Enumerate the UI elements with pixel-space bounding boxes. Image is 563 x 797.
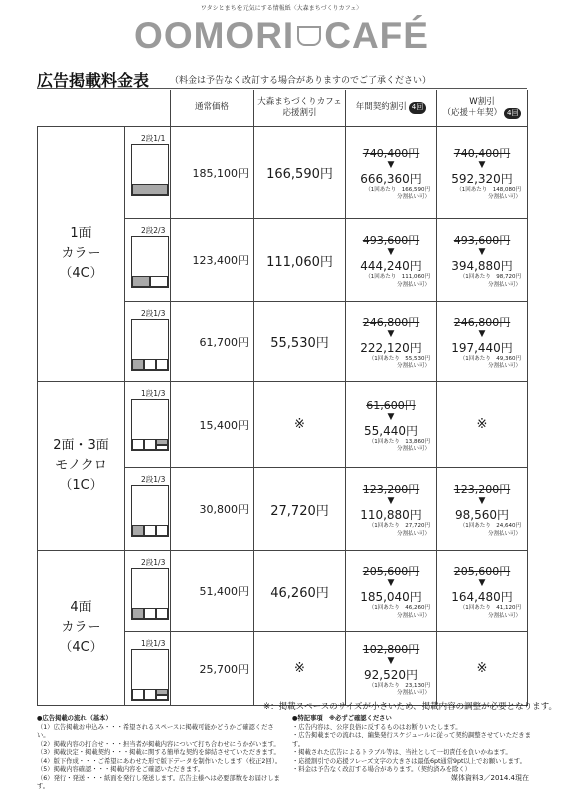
installment-note: 分割払い可） xyxy=(396,446,430,452)
header-w-line1: W割引 xyxy=(469,96,495,107)
ad-space-cell xyxy=(144,608,156,619)
header-blank xyxy=(38,90,171,127)
header-w xyxy=(437,90,528,127)
group-label-1 xyxy=(38,127,125,382)
ad-space-block xyxy=(132,184,168,195)
title-divider xyxy=(37,88,527,89)
size-cell xyxy=(125,219,171,302)
table-row xyxy=(38,127,528,219)
arrow-down-icon: ▼ xyxy=(387,247,395,258)
layout-thumbnail xyxy=(131,485,169,537)
w-discount xyxy=(437,468,528,551)
size-cell xyxy=(125,632,171,706)
note-line: ・掲載された広告によるトラブル等は、当社として一切責任を負いかねます。 xyxy=(292,749,512,756)
layout-thumbnail xyxy=(131,319,169,371)
ad-space-block xyxy=(132,276,150,287)
regular-price: 185,100円 xyxy=(171,127,254,219)
layout-thumbnail xyxy=(131,236,169,288)
regular-price: 51,400円 xyxy=(171,551,254,632)
layout-thumbnail xyxy=(131,399,169,451)
new-price: 110,880円 xyxy=(360,508,422,523)
size-cell xyxy=(125,302,171,382)
w-discount xyxy=(437,127,528,219)
annual-discount xyxy=(346,302,437,382)
ad-space-cell xyxy=(144,525,156,536)
per-issue-note: （1回あたり 166,590円 xyxy=(365,186,430,193)
old-price: 246,800円 xyxy=(453,315,511,329)
regular-price: 30,800円 xyxy=(171,468,254,551)
per-issue-note: （1回あたり 98,720円 xyxy=(459,274,521,281)
new-price: 92,520円 xyxy=(364,667,418,682)
w-discount xyxy=(437,302,528,382)
regular-price: 61,700円 xyxy=(171,302,254,382)
per-issue-note: （1回あたり 148,080円 xyxy=(456,186,521,193)
annual-discount xyxy=(346,468,437,551)
annual-discount xyxy=(346,219,437,302)
layout-thumbnail xyxy=(131,649,169,701)
ad-space-cell xyxy=(144,359,156,370)
document-footer: 媒体資料3／2014.4現在 xyxy=(451,774,529,782)
per-issue-note: （1回あたり 55,530円 xyxy=(368,355,430,362)
group-label-line: モノクロ xyxy=(55,457,107,473)
old-price: 102,800円 xyxy=(362,642,420,656)
arrow-down-icon: ▼ xyxy=(478,247,486,258)
header-w-line2: （応援＋年契） xyxy=(442,107,503,118)
new-price: 164,480円 xyxy=(451,590,513,605)
w-discount: ※ xyxy=(437,632,528,706)
size-cell xyxy=(125,127,171,219)
header-support-line2: 応援割引 xyxy=(282,108,317,118)
new-price: 444,240円 xyxy=(360,259,422,274)
note-line: （1）広告掲載お申込み・・・希望されるスペースに掲載可能かどうかご確認ください。 xyxy=(37,723,274,739)
price-table xyxy=(37,90,528,706)
size-cell xyxy=(125,468,171,551)
installment-note: 分割払い可） xyxy=(487,194,521,200)
regular-price: 15,400円 xyxy=(171,382,254,468)
size-label: 2段1/3 xyxy=(141,558,166,567)
arrow-down-icon: ▼ xyxy=(387,655,395,666)
old-price: 205,600円 xyxy=(453,565,511,579)
note-line: ・広告内容は、公序良俗に反するものはお断りいたします。 xyxy=(292,723,462,731)
layout-thumbnail xyxy=(131,144,169,196)
group-label-line: 1面 xyxy=(70,225,92,241)
w-discount xyxy=(437,219,528,302)
installment-note: 分割払い可） xyxy=(487,363,521,369)
group-label-line: （4C） xyxy=(59,640,103,656)
ad-space-block xyxy=(156,689,168,695)
group-label-line: 2面・3面 xyxy=(53,437,109,453)
old-price: 61,600円 xyxy=(366,398,416,412)
new-price: 222,120円 xyxy=(360,340,422,355)
ad-space-cell xyxy=(132,439,144,450)
new-price: 98,560円 xyxy=(455,508,509,523)
coffee-cup-icon xyxy=(297,26,321,46)
ad-space-cell xyxy=(156,525,168,536)
per-issue-note: （1回あたり 46,260円 xyxy=(368,605,430,612)
group-label-line: カラー xyxy=(61,245,101,261)
size-label: 2段1/3 xyxy=(141,475,166,484)
ad-flow-notes xyxy=(37,715,282,792)
per-issue-note: （1回あたり 111,060円 xyxy=(365,274,430,281)
page-title: 広告掲載料金表 xyxy=(37,71,150,90)
logo-right: CAFÉ xyxy=(324,15,429,56)
size-label: 1段1/3 xyxy=(141,389,166,398)
annual-badge: 4回 xyxy=(409,102,426,113)
annual-discount xyxy=(346,382,437,468)
table-header-row xyxy=(38,90,528,127)
size-cell xyxy=(125,551,171,632)
new-price: 666,360円 xyxy=(360,171,422,186)
per-issue-note: （1回あたり 23,130円 xyxy=(368,682,430,689)
note-line: （6）発行・発送・・・紙面を発行し発送します。広告主様へは必要部数をお届けします。 xyxy=(37,774,280,790)
group-label-2 xyxy=(38,382,125,551)
new-price: 55,440円 xyxy=(364,423,418,438)
arrow-down-icon: ▼ xyxy=(387,496,395,507)
arrow-down-icon: ▼ xyxy=(387,328,395,339)
support-price: 166,590円 xyxy=(254,127,346,219)
support-price: 55,530円 xyxy=(254,302,346,382)
installment-note: 分割払い可） xyxy=(396,281,430,288)
size-label: 2段1/1 xyxy=(141,134,166,143)
note-line: （2）掲載内容の打合せ・・・担当者が掲載内容について打ち合わせにうかがいます。 xyxy=(37,740,280,748)
regular-price: 123,400円 xyxy=(171,219,254,302)
per-issue-note: （1回あたり 24,640円 xyxy=(459,523,521,530)
per-issue-note: （1回あたり 41,120円 xyxy=(459,605,521,612)
group-label-3 xyxy=(38,551,125,706)
old-price: 740,400円 xyxy=(453,146,511,160)
ad-space-cell xyxy=(150,276,168,287)
note-line: ・料金は予告なく改訂する場合があります。（契約済みを除く） xyxy=(292,766,471,773)
installment-note: 分割払い可） xyxy=(487,281,521,288)
old-price: 246,800円 xyxy=(362,315,420,329)
installment-note: 分割払い可） xyxy=(396,690,430,696)
old-price: 123,200円 xyxy=(362,483,420,497)
arrow-down-icon: ▼ xyxy=(387,578,395,589)
table-row xyxy=(38,551,528,632)
header-annual xyxy=(346,90,437,127)
support-price: ※ xyxy=(254,632,346,706)
table-row xyxy=(38,382,528,468)
note-line: ・広告掲載までの流れは、編集発行スケジュールに従って契約調整させていただきます。 xyxy=(292,732,531,748)
support-price: 46,260円 xyxy=(254,551,346,632)
ad-space-cell xyxy=(156,359,168,370)
logo-left: OOMORI xyxy=(134,15,295,56)
old-price: 123,200円 xyxy=(453,483,511,497)
new-price: 185,040円 xyxy=(360,590,422,605)
size-cell xyxy=(125,382,171,468)
header-annual-label: 年間契約割引 xyxy=(355,102,407,113)
ad-space-cell xyxy=(156,695,168,700)
arrow-down-icon: ▼ xyxy=(478,496,486,507)
w-discount: ※ xyxy=(437,382,528,468)
size-label: 1段1/3 xyxy=(141,639,166,648)
arrow-down-icon: ▼ xyxy=(478,578,486,589)
group-label-line: カラー xyxy=(61,619,101,635)
per-issue-note: （1回あたり 27,720円 xyxy=(368,523,430,530)
arrow-down-icon: ▼ xyxy=(478,159,486,170)
ad-space-cell xyxy=(156,445,168,450)
new-price: 394,880円 xyxy=(451,259,513,274)
ad-space-cell xyxy=(144,689,156,700)
title-note: （料金は予告なく改訂する場合がありますのでご了承ください） xyxy=(170,76,432,86)
per-issue-note: （1回あたり 49,360円 xyxy=(459,355,521,362)
per-issue-note: （1回あたり 13,860円 xyxy=(368,438,430,445)
arrow-down-icon: ▼ xyxy=(387,411,395,422)
group-label-line: （1C） xyxy=(59,478,103,494)
w-badge: 4回 xyxy=(504,108,521,119)
old-price: 493,600円 xyxy=(453,234,511,248)
annual-discount xyxy=(346,551,437,632)
arrow-down-icon: ▼ xyxy=(478,328,486,339)
ad-space-cell xyxy=(132,689,144,700)
layout-thumbnail xyxy=(131,568,169,620)
group-label-line: 4面 xyxy=(70,599,92,615)
ad-space-block xyxy=(132,359,144,370)
installment-note: 分割払い可） xyxy=(487,530,521,537)
note-line: （5）掲載内容確認・・・掲載内容をご確認いただきます。 xyxy=(37,766,205,773)
old-price: 740,400円 xyxy=(362,146,420,160)
support-price: 111,060円 xyxy=(254,219,346,302)
size-label: 2段1/3 xyxy=(141,309,166,318)
new-price: 592,320円 xyxy=(451,171,513,186)
notes-heading: ●特記事項 ※必ずご確認ください xyxy=(292,715,392,722)
ad-space-cell xyxy=(156,608,168,619)
regular-price: 25,700円 xyxy=(171,632,254,706)
installment-note: 分割払い可） xyxy=(396,530,430,537)
support-price: 27,720円 xyxy=(254,468,346,551)
ad-space-block xyxy=(132,525,144,536)
notes-heading: ●広告掲載の流れ（基本） xyxy=(37,715,112,722)
new-price: 197,440円 xyxy=(451,340,513,355)
annual-discount xyxy=(346,127,437,219)
support-price: ※ xyxy=(254,382,346,468)
ad-space-cell xyxy=(144,439,156,450)
group-label-line: （4C） xyxy=(59,266,103,282)
old-price: 205,600円 xyxy=(362,565,420,579)
size-label: 2段2/3 xyxy=(141,226,166,235)
annual-discount xyxy=(346,632,437,706)
special-notes xyxy=(292,715,532,775)
installment-note: 分割払い可） xyxy=(396,194,430,200)
old-price: 493,600円 xyxy=(362,234,420,248)
ad-space-block xyxy=(156,439,168,445)
installment-note: 分割払い可） xyxy=(396,363,430,369)
header-regular: 通常価格 xyxy=(171,90,254,127)
arrow-down-icon: ▼ xyxy=(387,159,395,170)
installment-note: 分割払い可） xyxy=(396,612,430,619)
w-discount xyxy=(437,551,528,632)
note-line: ・応援割引での応援フレーズ文字の大きさは最低6pt通常9pt以上でお願いします。 xyxy=(292,757,526,765)
table-footnote: ※：掲載スペースのサイズが小さいため、掲載内容の調整が必要となります。 xyxy=(263,702,558,712)
logo xyxy=(0,15,563,57)
installment-note: 分割払い可） xyxy=(487,612,521,619)
header-support-line1: 大森まちづくりカフェ xyxy=(257,96,342,107)
ad-space-block xyxy=(132,608,144,619)
note-line: （4）版下作成・・・ご希望にあわせた形で版下データを制作いたします（校正2回）。 xyxy=(37,757,282,765)
tagline: ワタシとまちを元気にする情報紙〈大森まちづくりカフェ〉 xyxy=(200,5,363,12)
header-support xyxy=(254,90,346,127)
note-line: （3）掲載決定・掲載契約・・・掲載に関する簡単な契約を締結させていただきます。 xyxy=(37,749,280,756)
